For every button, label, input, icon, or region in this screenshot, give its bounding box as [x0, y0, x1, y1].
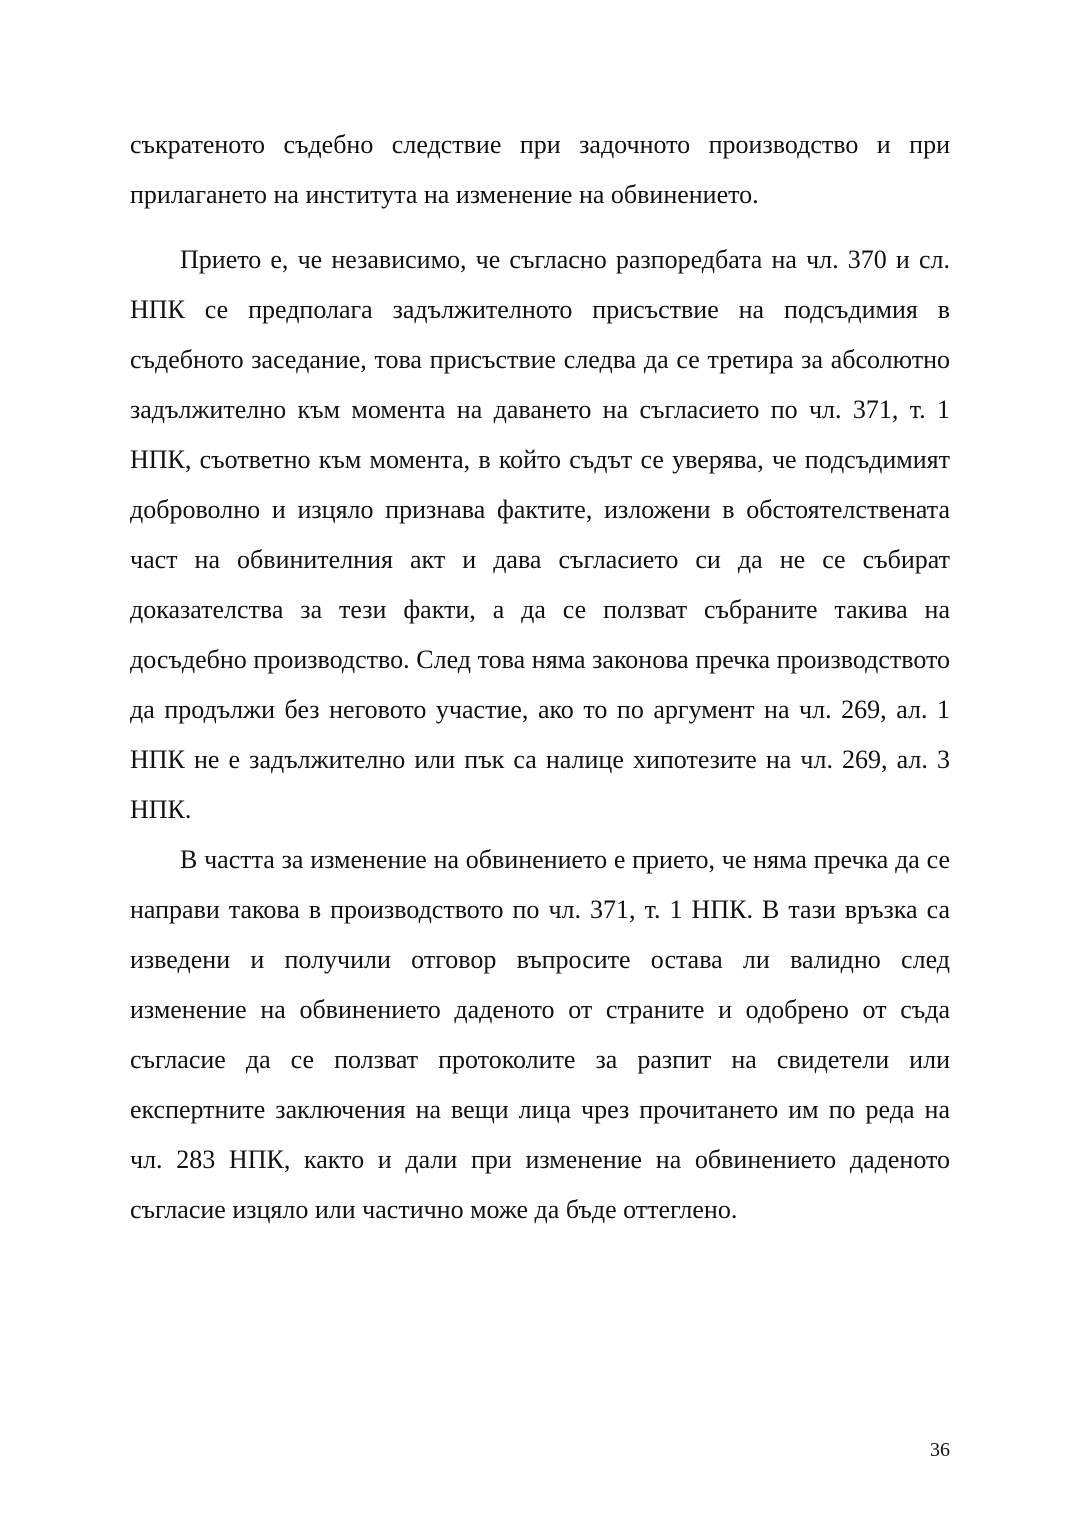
paragraph-presence-of-defendant: Прието е, че независимо, че съгласно разпоредбата на чл. 370 и сл. НПК се предполага задължителното присъствие на подсъдимия в съдебното заседание, това присъствие следва да се третира за абсолютно задължително към момента на даването на съгласието по чл. 371, т. 1 НПК, съответно към момента, в който съдът се уверява, че подсъдимият доброволно и изцяло признава фактите, изложени в обстоятелствената част на обвинителния акт и дава съгласието си да не се събират доказателства за тези факти, а да се ползват събраните такива на досъдебно производство. След това няма законова пречка производството да продължи без неговото участие, ако то по аргумент на чл. 269, ал. 1 НПК не е задължително или пък са налице хипотезите на чл. 269, ал. 3 НПК. — [130, 245, 950, 824]
paragraph-change-of-charge: В частта за изменение на обвинението е прието, че няма пречка да се направи такова в производството по чл. 371, т. 1 НПК. В тази връзка са изведени и получили отговор въпросите остава ли валидно след изменение на обвинението даденото от страните и одобрено от съда съгласие да се ползват протоколите за разпит на свидетели или експертните заключения на вещи лица чрез прочитането им по реда на чл. 283 НПК, както и дали при изменение на обвинението даденото съгласие изцяло или частично може да бъде оттеглено. — [130, 845, 950, 1224]
document-body — [130, 120, 950, 1235]
page-number: 36 — [930, 1439, 950, 1461]
paragraph-continuation: съкратеното съдебно следствие при задочното производство и при прилагането на института на изменение на обвинението. — [130, 130, 950, 209]
